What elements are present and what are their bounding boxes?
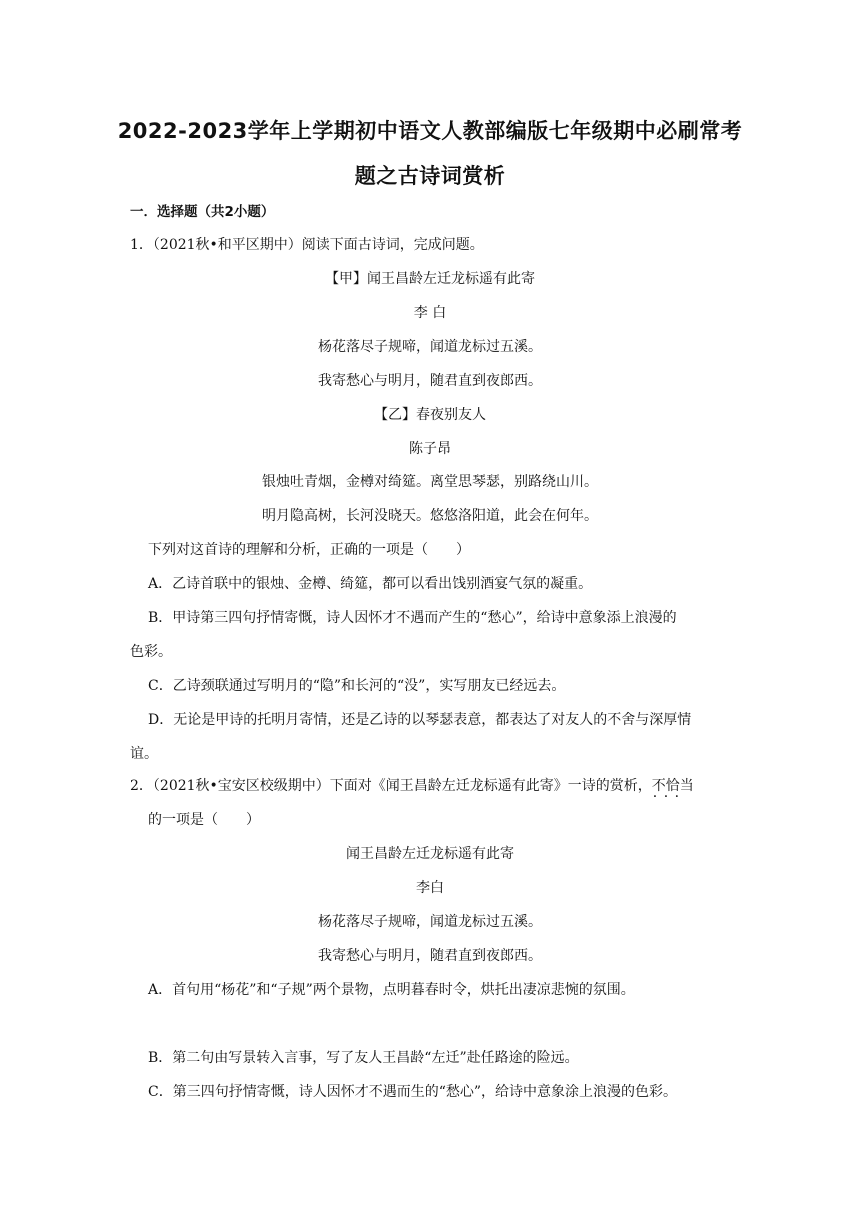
q1-option-c: C．乙诗颈联通过写明月的“隐”和长河的“没”，实写朋友已经远去。 — [148, 678, 566, 694]
q2-poem-line1: 杨花落尽子规啼，闻道龙标过五溪。 — [318, 914, 542, 930]
q1-poem-a-title: 【甲】闻王昌龄左迁龙标遥有此寄 — [325, 271, 535, 287]
q1-poem-b-author: 陈子昂 — [409, 441, 451, 457]
q1-question: 下列对这首诗的理解和分析，正确的一项是（ ） — [148, 542, 470, 558]
q2-stem-cont: 的一项是（ ） — [148, 812, 260, 828]
doc-title-line2: 题之古诗词赏析 — [354, 164, 506, 188]
q1-poem-a-line1: 杨花落尽子规啼，闻道龙标过五溪。 — [318, 339, 542, 355]
q1-option-a: A．乙诗首联中的银烛、金樽、绮筵，都可以看出饯别酒宴气氛的凝重。 — [148, 576, 593, 592]
q1-poem-b-title: 【乙】春夜别友人 — [374, 407, 486, 423]
q1-stem: 1．（2021秋•和平区期中）阅读下面古诗词，完成问题。 — [130, 237, 484, 253]
q2-option-c: C．第三四句抒情寄慨，诗人因怀才不遇而生的“愁心”，给诗中意象涂上浪漫的色彩。 — [148, 1084, 678, 1100]
q1-poem-a-author: 李 白 — [413, 305, 447, 321]
q2-option-a: A．首句用“杨花”和“子规”两个景物，点明暮春时令，烘托出凄凉悲惋的氛围。 — [148, 982, 635, 998]
q1-poem-b-line2: 明月隐高树，长河没晓天。悠悠洛阳道，此会在何年。 — [262, 508, 598, 524]
q1-poem-a-line2: 我寄愁心与明月，随君直到夜郎西。 — [318, 373, 542, 389]
q2-stem-text: 2．（2021秋•宝安区校级期中）下面对《闻王昌龄左迁龙标遥有此寄》一诗的赏析， — [130, 778, 652, 794]
doc-title-line1: 2022-2023学年上学期初中语文人教部编版七年级期中必刷常考 — [117, 119, 743, 143]
q1-poem-b-line1: 银烛吐青烟，金樽对绮筵。离堂思琴瑟，别路绕山川。 — [262, 474, 598, 490]
q1-option-b: B．甲诗第三四句抒情寄慨，诗人因怀才不遇而产生的“愁心”，给诗中意象添上浪漫的 — [148, 610, 677, 626]
q1-option-d-cont: 谊。 — [130, 746, 158, 762]
q2-stem — [130, 776, 694, 796]
section-heading: 一．选择题（共2小题） — [130, 204, 275, 220]
q2-poem-line2: 我寄愁心与明月，随君直到夜郎西。 — [318, 948, 542, 964]
q1-option-d: D．无论是甲诗的托明月寄情，还是乙诗的以琴瑟表意，都表达了对友人的不舍与深厚情 — [148, 712, 692, 728]
q2-poem-title: 闻王昌龄左迁龙标遥有此寄 — [346, 846, 514, 862]
q2-poem-author: 李白 — [416, 880, 444, 896]
q2-emphasis: 不恰当 · · · — [652, 776, 694, 796]
q1-option-b-cont: 色彩。 — [130, 644, 172, 660]
q2-option-b: B．第二句由写景转入言事，写了友人王昌龄“左迁”赴任路途的险远。 — [148, 1050, 579, 1066]
